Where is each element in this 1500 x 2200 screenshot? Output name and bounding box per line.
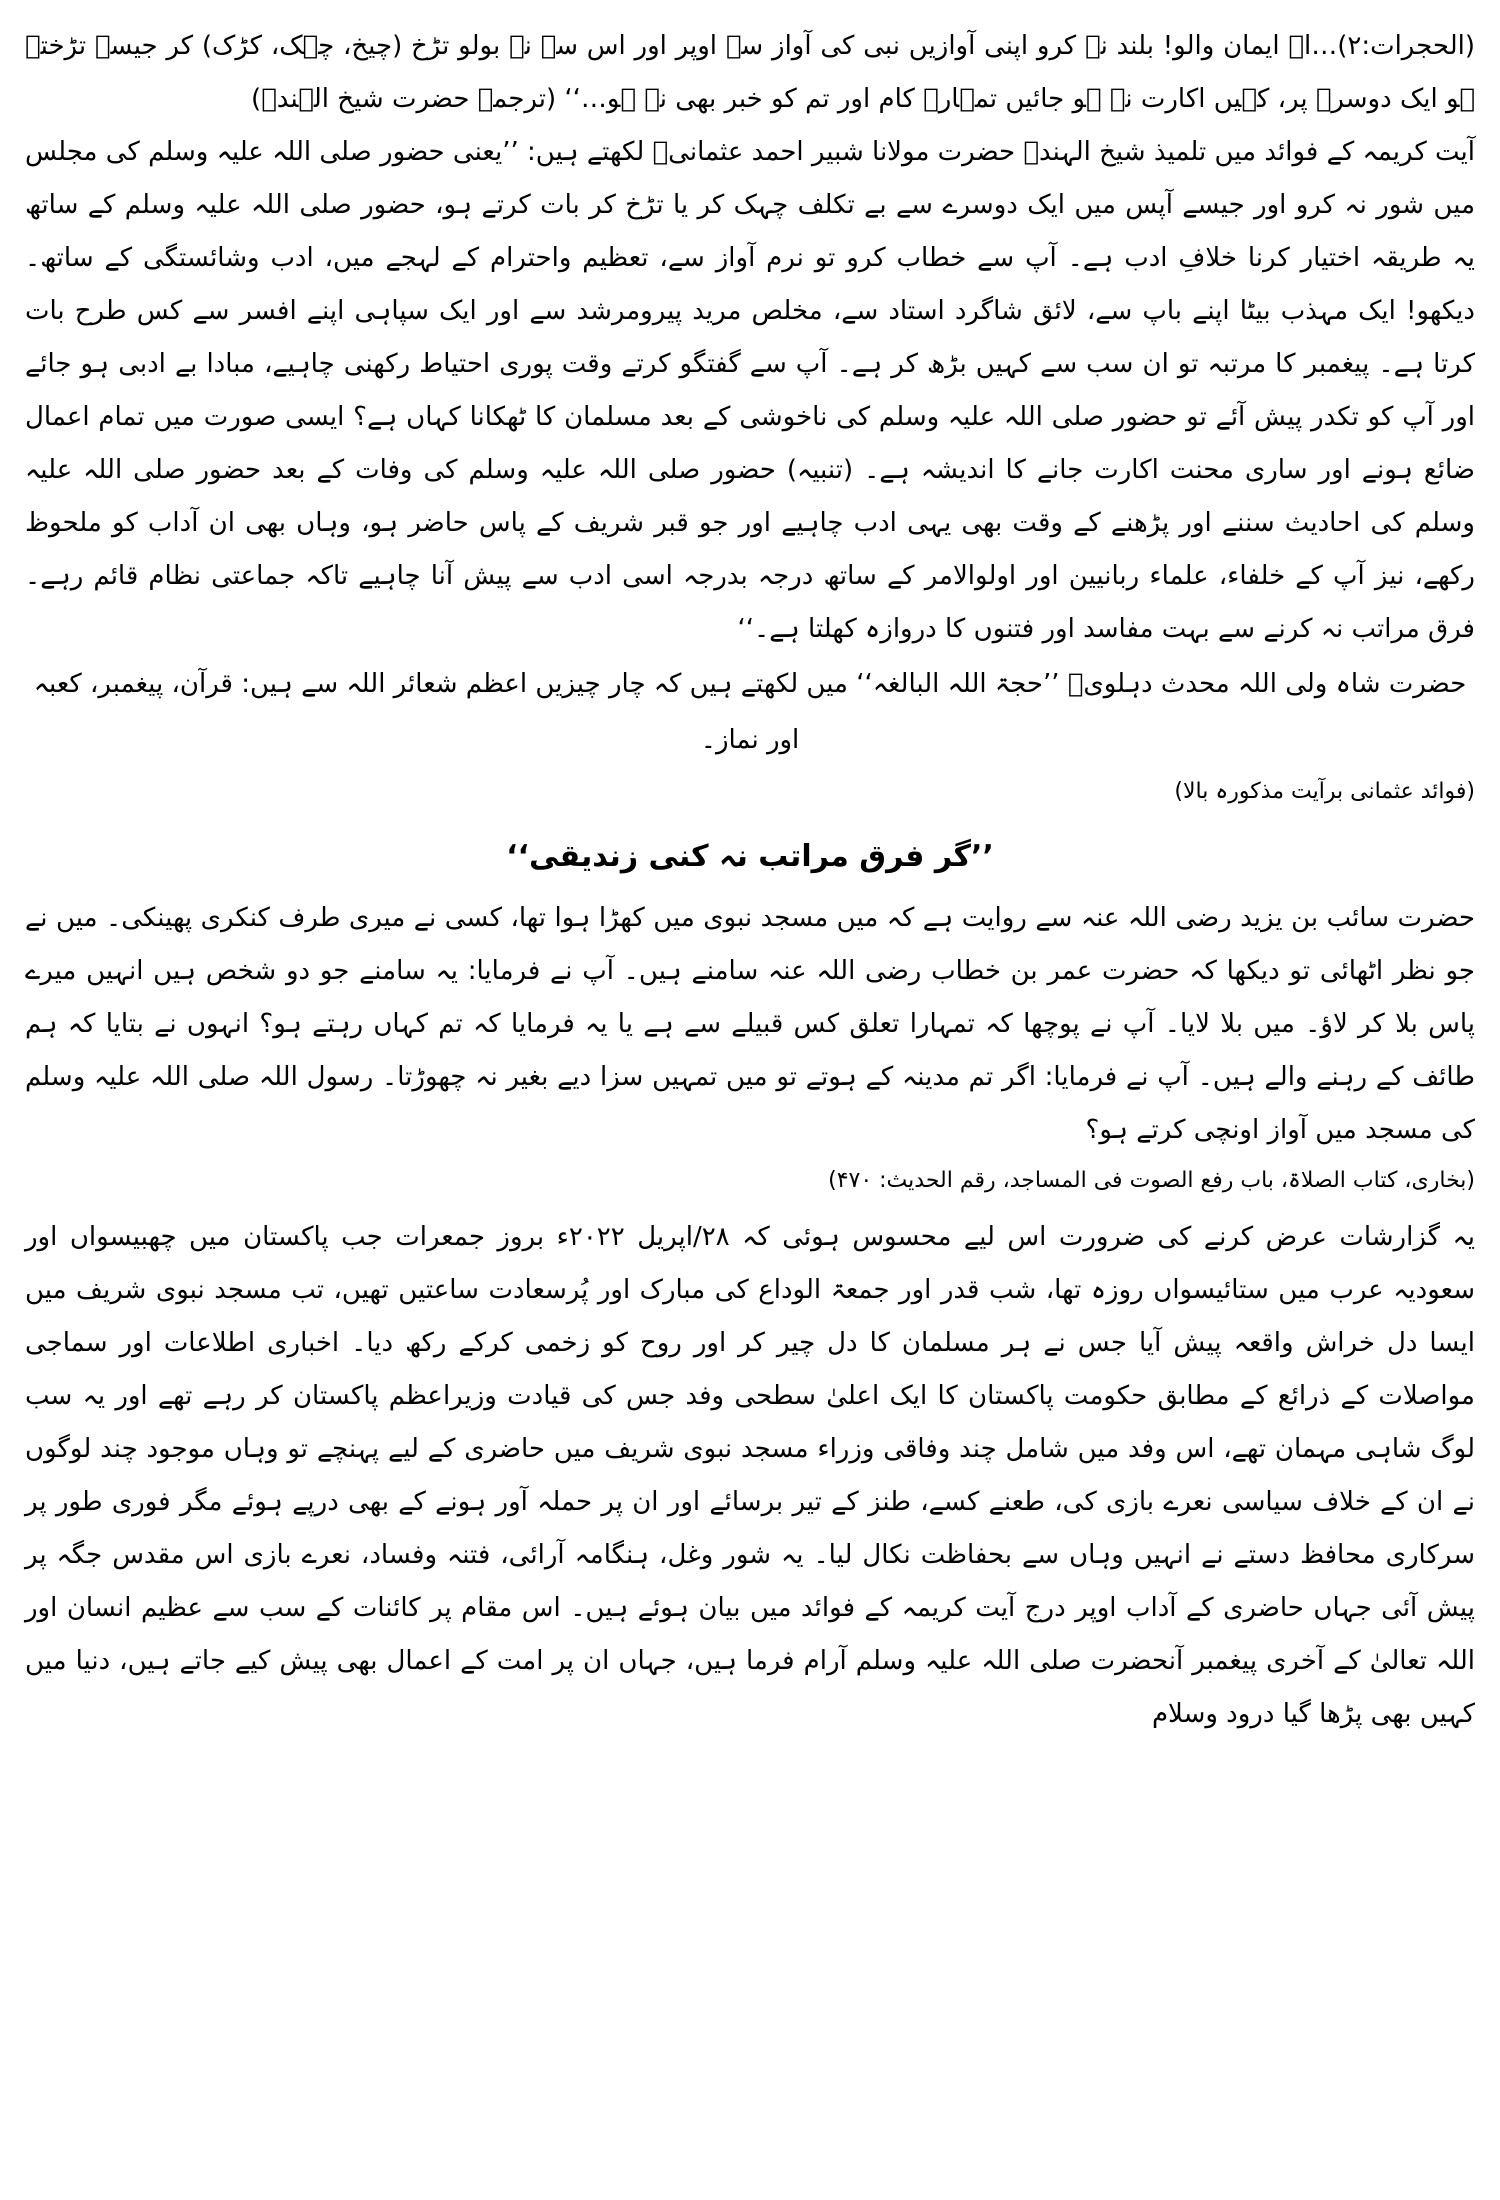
hadith-reference: (بخاری، کتاب الصلاۃ، باب رفع الصوت فی المساجد، رقم الحدیث: ۴۷۰)	[828, 1168, 1475, 1193]
quran-translation-paragraph: (الحجرات:۲)…اے ایمان والو! بلند نہ کرو اپنی آوازیں نبی کی آواز سے اوپر اور اس سے نہ بولو تڑخ (چیخ، چہک، کڑک) کر جیسے تڑختے ہو ایک دوسرے پر، کہیں اکارت نہ ہو جائیں تمہارے کام اور تم کو خبر بھی نہ ہو…‘‘ (ترجمہ حضرت شیخ الہندؒ)	[25, 31, 1475, 114]
commentary-reference: (فوائد عثمانی برآیت مذکورہ بالا)	[1174, 779, 1475, 804]
incident-paragraph: یہ گزارشات عرض کرنے کی ضرورت اس لیے محسوس ہوئی کہ ۲۸/اپریل ۲۰۲۲ء بروز جمعرات جب پاکستان میں چھبیسواں اور سعودیہ عرب میں ستائیسواں روزہ تھا، شب قدر اور جمعۃ الوداع کی مبارک اور پُرسعادت ساعتیں تھیں، تب مسجد نبوی شریف میں ایسا دل خراش واقعہ پیش آیا جس نے ہر مسلمان کا دل چیر کر اور روح کو زخمی کرکے رکھ دیا۔ اخباری اطلاعات اور سماجی مواصلات کے ذرائع کے مطابق حکومت پاکستان کا ایک اعلیٰ سطحی وفد جس کی قیادت وزیراعظم پاکستان کر رہے تھے اور یہ سب لوگ شاہی مہمان تھے، اس وفد میں شامل چند وفاقی وزراء مسجد نبوی شریف میں حاضری کے لیے پہنچے تو وہاں موجود چند لوگوں نے ان کے خلاف سیاسی نعرے بازی کی، طعنے کسے، طنز کے تیر برسائے اور ان پر حملہ آور ہونے کے بھی درپے ہوئے مگر فوری طور پر سرکاری محافظ دستے نے انہیں وہاں سے بحفاظت نکال لیا۔ یہ شور وغل، ہنگامہ آرائی، فتنہ وفساد، نعرے بازی اس مقدس جگہ پر پیش آئی جہاں حاضری کے آداب اوپر درج آیت کریمہ کے فوائد میں بیان ہوئے ہیں۔ اس مقام پر کائنات کے سب سے عظیم انسان اور اللہ تعالیٰ کے آخری پیغمبر آنحضرت صلی اللہ علیہ وسلم آرام فرما ہیں، جہاں ان پر امت کے اعمال بھی پیش کیے جاتے ہیں، دنیا میں کہیں بھی پڑھا گیا درود وسلام	[25, 1222, 1476, 1729]
shah-waliullah-paragraph: حضرت شاہ ولی اللہ محدث دہلویؒ ’’حجۃ اللہ البالغہ‘‘ میں لکھتے ہیں کہ چار چیزیں اعظم شعائر اللہ سے ہیں: قرآن، پیغمبر، کعبہ اور نماز۔	[33, 669, 1467, 755]
hadith-paragraph: حضرت سائب بن یزید رضی اللہ عنہ سے روایت ہے کہ میں مسجد نبوی میں کھڑا ہوا تھا، کسی نے میری طرف کنکری پھینکی۔ میں نے جو نظر اٹھائی تو دیکھا کہ حضرت عمر بن خطاب رضی اللہ عنہ سامنے ہیں۔ آپ نے فرمایا: یہ سامنے جو دو شخص ہیں انہیں میرے پاس بلا کر لاؤ۔ میں بلا لایا۔ آپ نے پوچھا کہ تمہارا تعلق کس قبیلے سے ہے یا یہ فرمایا کہ تم کہاں رہتے ہو؟ انہوں نے بتایا کہ ہم طائف کے رہنے والے ہیں۔ آپ نے فرمایا: اگر تم مدینہ کے ہوتے تو میں تمہیں سزا دیے بغیر نہ چھوڑتا۔ رسول اللہ صلی اللہ علیہ وسلم کی مسجد میں آواز اونچی کرتے ہو؟	[25, 903, 1475, 1145]
section-heading: ’’گر فرق مراتب نہ کنی زندیقی‘‘	[506, 839, 994, 874]
commentary-paragraph: آیت کریمہ کے فوائد میں تلمیذ شیخ الہندؒ حضرت مولانا شبیر احمد عثمانیؒ لکھتے ہیں: ’’یعنی حضور صلی اللہ علیہ وسلم کی مجلس میں شور نہ کرو اور جیسے آپس میں ایک دوسرے سے بے تکلف چہک کر یا تڑخ کر بات کرتے ہو، حضور صلی اللہ علیہ وسلم کے ساتھ یہ طریقہ اختیار کرنا خلافِ ادب ہے۔ آپ سے خطاب کرو تو نرم آواز سے، تعظیم واحترام کے لہجے میں، ادب وشائستگی کے ساتھ۔ دیکھو! ایک مہذب بیٹا اپنے باپ سے، لائق شاگرد استاد سے، مخلص مرید پیرومرشد سے اور ایک سپاہی اپنے افسر سے کس طرح بات کرتا ہے۔ پیغمبر کا مرتبہ تو ان سب سے کہیں بڑھ کر ہے۔ آپ سے گفتگو کرتے وقت پوری احتیاط رکھنی چاہیے، مبادا بے ادبی ہو جائے اور آپ کو تکدر پیش آئے تو حضور صلی اللہ علیہ وسلم کی ناخوشی کے بعد مسلمان کا ٹھکانا کہاں ہے؟ ایسی صورت میں تمام اعمال ضائع ہونے اور ساری محنت اکارت جانے کا اندیشہ ہے۔ (تنبیہ) حضور صلی اللہ علیہ وسلم کی وفات کے بعد حضور صلی اللہ علیہ وسلم کی احادیث سننے اور پڑھنے کے وقت بھی یہی ادب چاہیے اور جو قبر شریف کے پاس حاضر ہو، وہاں بھی ان آداب کو ملحوظ رکھے، نیز آپ کے خلفاء، علماء ربانیین اور اولوالامر کے ساتھ درجہ بدرجہ اسی ادب سے پیش آنا چاہیے تاکہ جماعتی نظام قائم رہے۔ فرق مراتب نہ کرنے سے بہت مفاسد اور فتنوں کا دروازہ کھلتا ہے۔‘‘	[25, 137, 1475, 644]
